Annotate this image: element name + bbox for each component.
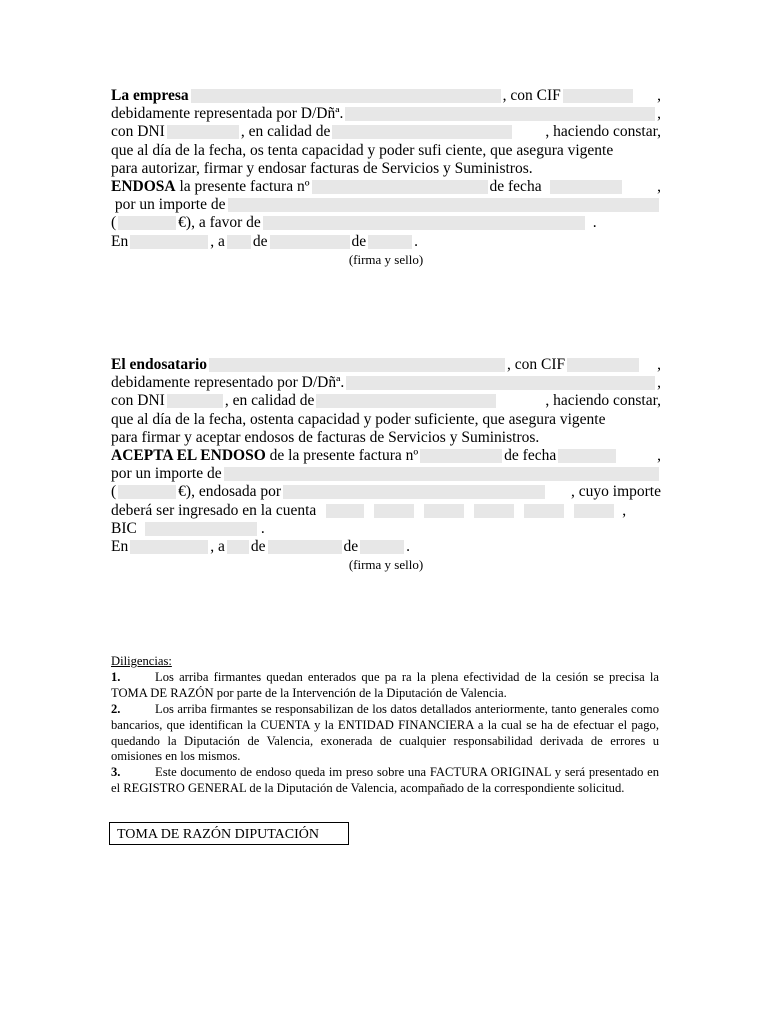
endoso-section: La empresa , con CIF , debidamente representada por D/Dñª. , con DNI , en calidad de , haciendo constar, que al día de la fecha, os tenta capacidad y poder sufi ciente, que asegura vigente para autorizar, firmar y endosar facturas de Servicios y Suministros. ENDOSA la presente factura nº de fecha , por un importe de ( €), a favor de . En , a de de . (firma y sello) — [111, 87, 661, 269]
dni2-field[interactable] — [167, 394, 223, 408]
lugar-field[interactable] — [130, 235, 208, 249]
favor-field[interactable] — [263, 216, 585, 230]
fecha-field[interactable] — [550, 180, 622, 194]
dia2-field[interactable] — [227, 540, 249, 554]
fecha2-field[interactable] — [558, 449, 616, 463]
diligencia-item: 2. Los arriba firmantes se responsabilizan de los datos detallados anteriormente, tanto generales como bancarios, que identifican la CUENTA y la ENTIDAD FINANCIERA a la cual se ha de efectuar el pago, quedando la Diputación de Valencia, exonerada de cualquier responsabilidad derivada de errores u omisiones en los mismos. — [111, 701, 659, 764]
representante2-field[interactable] — [346, 376, 655, 390]
text-line: que al día de la fecha, os tenta capacidad y poder sufi ciente, que asegura vigente — [111, 141, 614, 159]
toma-razon-box: TOMA DE RAZÓN DIPUTACIÓN — [109, 822, 349, 845]
importe2-field[interactable] — [224, 467, 659, 481]
empresa-field[interactable] — [191, 89, 501, 103]
anio2-field[interactable] — [360, 540, 404, 554]
label-endosa: ENDOSA — [111, 177, 176, 195]
text-line: para firmar y aceptar endosos de facturas de Servicios y Suministros. — [111, 428, 540, 446]
label-empresa: La empresa — [111, 87, 189, 104]
dia-field[interactable] — [227, 235, 251, 249]
iban-block-2[interactable] — [374, 504, 414, 518]
lugar2-field[interactable] — [130, 540, 208, 554]
mes2-field[interactable] — [268, 540, 342, 554]
bic-field[interactable] — [145, 522, 257, 536]
diligencias-title: Diligencias: — [111, 654, 172, 668]
importe2-num-field[interactable] — [118, 485, 176, 499]
factura2-field[interactable] — [420, 449, 502, 463]
iban-block-3[interactable] — [424, 504, 464, 518]
firma2-label: (firma y sello) — [348, 557, 424, 573]
label-acepta: ACEPTA EL ENDOSO — [111, 446, 266, 464]
firma-label: (firma y sello) — [348, 251, 424, 267]
anio-field[interactable] — [368, 235, 412, 249]
endosatario-field[interactable] — [209, 358, 505, 372]
label-endosatario: El endosatario — [111, 356, 208, 373]
cif-field[interactable] — [563, 89, 633, 103]
importe-num-field[interactable] — [118, 216, 176, 230]
iban-block-4[interactable] — [474, 504, 514, 518]
cif2-field[interactable] — [567, 358, 639, 372]
endosada-field[interactable] — [283, 485, 545, 499]
calidad-field[interactable] — [332, 125, 512, 139]
iban-block-5[interactable] — [524, 504, 564, 518]
diligencia-item: 3. Este documento de endoso queda im preso sobre una FACTURA ORIGINAL y será presentado en el REGISTRO GENERAL de la Diputación de Valencia, acompañado de la correspondiente solicitud. — [111, 765, 659, 796]
mes-field[interactable] — [270, 235, 350, 249]
calidad2-field[interactable] — [316, 394, 496, 408]
diligencias-section — [111, 654, 659, 797]
diligencia-item: 1. Los arriba firmantes quedan enterados que pa ra la plena efectividad de la cesión se precisa la TOMA DE RAZÓN por parte de la Intervención de la Diputación de Valencia. — [111, 669, 659, 700]
iban-block-6[interactable] — [574, 504, 614, 518]
endosatario-section: El endosatario , con CIF , debidamente representado por D/Dñª. , con DNI , en calidad de , haciendo constar, que al día de la fecha, ostenta capacidad y poder suficiente, que asegura vigente para firmar y aceptar endosos de facturas de Servicios y Suministros. ACEPTA EL ENDOSO de la presente factura nº de fecha , por un importe de ( €), endosada por , cuyo importe deberá ser ingresado en la cuenta , BIC . En , a de de . (firma y sello) — [111, 356, 661, 574]
text-line: para autorizar, firmar y endosar facturas de Servicios y Suministros. — [111, 159, 533, 177]
representante-field[interactable] — [345, 107, 655, 121]
text-line: que al día de la fecha, ostenta capacidad y poder suficiente, que asegura vigente — [111, 410, 606, 428]
factura-field[interactable] — [312, 180, 488, 194]
importe-field[interactable] — [228, 198, 659, 212]
iban-block-1[interactable] — [326, 504, 364, 518]
dni-field[interactable] — [167, 125, 239, 139]
